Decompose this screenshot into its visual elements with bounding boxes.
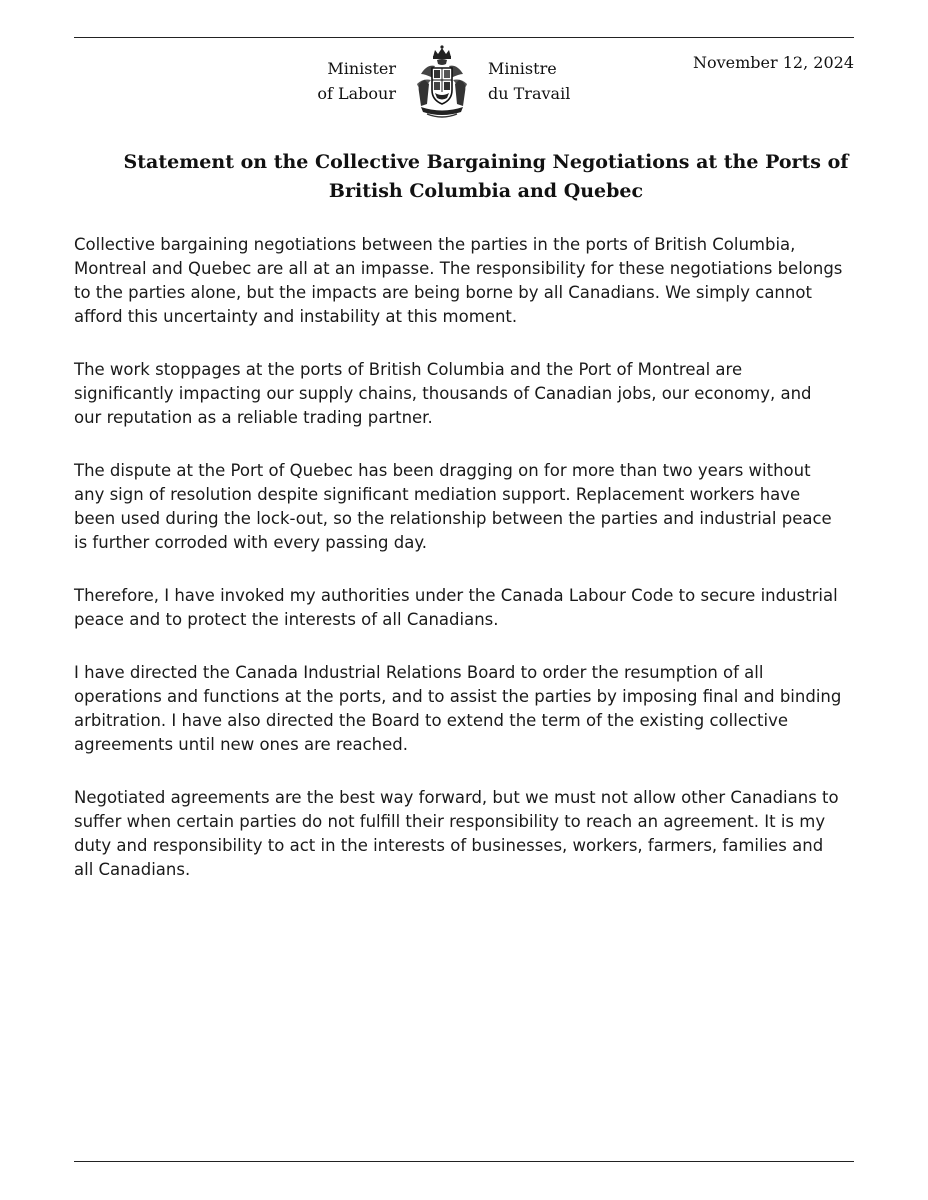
- paragraph-1: Collective bargaining negotiations between the parties in the ports of British Columbia, Montreal and Quebec are all at an impasse. The responsibility for these negotiations belongs to the parties alone, but the impacts are being borne by all Canadians. We simply cannot afford this uncertainty and instability at this moment.: [74, 235, 843, 326]
- statement-body: [74, 233, 844, 911]
- paragraph-2: The work stoppages at the ports of British Columbia and the Port of Montreal are significantly impacting our supply chains, thousands of Canadian jobs, our economy, and our reputation as a reliable trading partner.: [74, 360, 812, 427]
- ministry-fr-line-2: du Travail: [488, 84, 571, 103]
- bottom-rule: [74, 1161, 854, 1162]
- statement-date: November 12, 2024: [692, 53, 854, 72]
- paragraph-4: Therefore, I have invoked my authorities under the Canada Labour Code to secure industrial peace and to protect the interests of all Canadians.: [74, 586, 838, 629]
- statement-title: Statement on the Collective Bargaining Negotiations at the Ports of British Columbia and Quebec: [123, 151, 849, 202]
- paragraph-3: The dispute at the Port of Quebec has been dragging on for more than two years without any sign of resolution despite significant mediation support. Replacement workers have been used during the lock-out, so the relationship between the parties and industrial peace is further corroded with every passing day.: [74, 461, 832, 552]
- ministry-en-line-1: Minister: [327, 59, 396, 78]
- paragraph-6: Negotiated agreements are the best way forward, but we must not allow other Canadians to suffer when certain parties do not fulfill their responsibility to reach an agreement. It is my duty and responsibility to act in the interests of businesses, workers, farmers, families and all Canadians.: [74, 788, 839, 879]
- ministry-name-french: [488, 56, 608, 106]
- paragraph-5: I have directed the Canada Industrial Relations Board to order the resumption of all operations and functions at the ports, and to assist the parties by imposing final and binding arbitration. I have also directed the Board to extend the term of the existing collective agreements until new ones are reached.: [74, 663, 842, 754]
- top-rule: [74, 37, 854, 38]
- ministry-fr-line-1: Ministre: [488, 59, 557, 78]
- coat-of-arms-icon: [413, 44, 471, 120]
- ministry-name-english: [300, 56, 396, 106]
- ministry-en-line-2: of Labour: [317, 84, 396, 103]
